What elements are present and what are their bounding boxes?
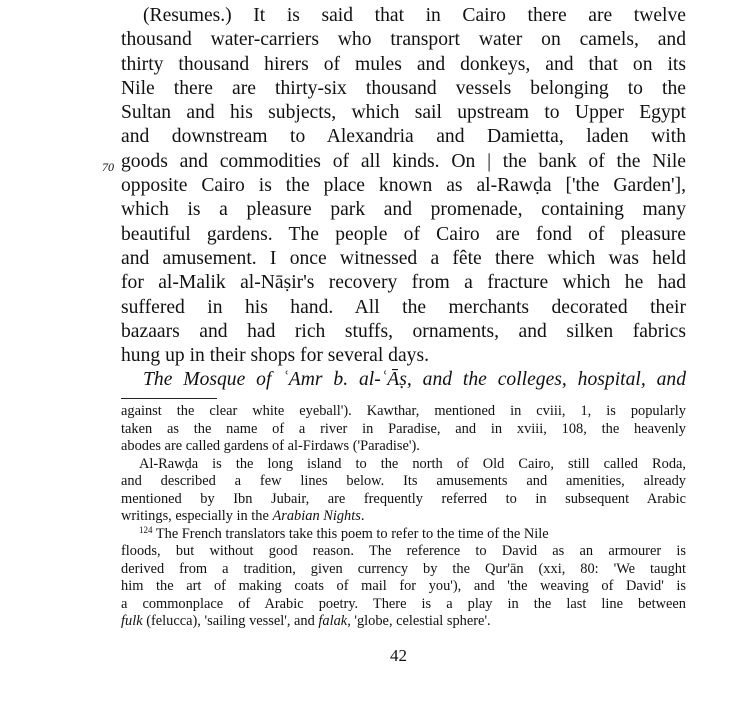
text-line: thousand water-carriers who transport water on camels, and (121, 29, 686, 51)
text-line: and amusement. I once witnessed a fête there which was held (121, 247, 686, 269)
page-number: 42 (390, 646, 407, 665)
footnote-text: The French translators take this poem to refer to the time of the Nile (152, 525, 549, 542)
text-line: goods and commodities of all kinds. On | the bank of the Nile (121, 150, 686, 172)
footnote-line: derived from a tradition, given currency by the Qur'ān (xxi, 80: 'We taught (121, 560, 686, 577)
footnote-line: and described a few lines below. Its amusements and amenities, already (121, 473, 686, 489)
text-line: Sultan and his subjects, which sail upstream to Upper Egypt (121, 102, 686, 124)
book-title: Arabian Nights (272, 508, 361, 524)
main-text (102, 4, 686, 393)
footnote-line (121, 526, 686, 544)
footnote-line: Al-Rawḍa is the long island to the north of Old Cairo, still called Roda, (139, 455, 686, 472)
term: fulk (121, 613, 143, 629)
footnote-line (121, 508, 686, 526)
text-line: thirty thousand hirers of mules and donkeys, and that on its (121, 53, 686, 75)
footnote-line: a commonplace of Arabic poetry. There is a play in the last line between (121, 595, 686, 612)
footnote-line: taken as the name of a river in Paradise, and in xviii, 108, the heavenly (121, 420, 686, 437)
text-line: Nile there are thirty-six thousand vessels belonging to the (121, 77, 686, 99)
footnote-line: him the art of making coats of mail for you'), and 'the weaving of David' is (121, 578, 686, 594)
footnote-text: writings, especially in the (121, 508, 273, 524)
text-line: for al-Malik al-Nāṣir's recovery from a fracture which he had (121, 272, 686, 294)
margin-page-number: 70 (102, 159, 114, 174)
footnote-number: 124 (139, 524, 153, 535)
text-line: suffered in his hand. All the merchants decorated their (121, 296, 686, 318)
text-line: beautiful gardens. The people of Cairo are fond of pleasure (121, 223, 686, 245)
footnote-line: floods, but without good reason. The reference to David as an armourer is (121, 543, 686, 559)
text-line-margin (102, 150, 686, 174)
text-line: hung up in their shops for several days. (121, 345, 429, 367)
text-line: and downstream to Alexandria and Damietta, laden with (121, 126, 686, 148)
text-line: opposite Cairo is the place known as al-Rawḍa ['the Garden'], (121, 175, 686, 197)
footnote-line: against the clear white eyeball'). Kawthar, mentioned in cviii, 1, is popularly (121, 403, 686, 419)
term: falak (318, 613, 348, 629)
footnote-line (121, 613, 686, 631)
text-line: which is a pleasure park and promenade, containing many (121, 199, 686, 221)
footnote-text: . (360, 508, 365, 524)
footnote-line: abodes are called gardens of al-Firdaws ('Paradise'). (121, 438, 420, 454)
footnote-line: mentioned by Ibn Jubair, are frequently referred to in subsequent Arabic (121, 490, 686, 507)
text-line: bazaars and had rich stuffs, ornaments, and silken fabrics (121, 320, 686, 342)
section-heading: The Mosque of ʿAmr b. al-ʿĀṣ, and the colleges, hospital, and (143, 369, 686, 391)
footnotes (121, 403, 686, 631)
footnote-text: (felucca), 'sailing vessel', and (142, 613, 319, 629)
footnote-rule (121, 398, 217, 399)
footnote-text: , 'globe, celestial sphere'. (347, 613, 491, 629)
text-line: (Resumes.) It is said that in Cairo there are twelve (143, 5, 686, 26)
